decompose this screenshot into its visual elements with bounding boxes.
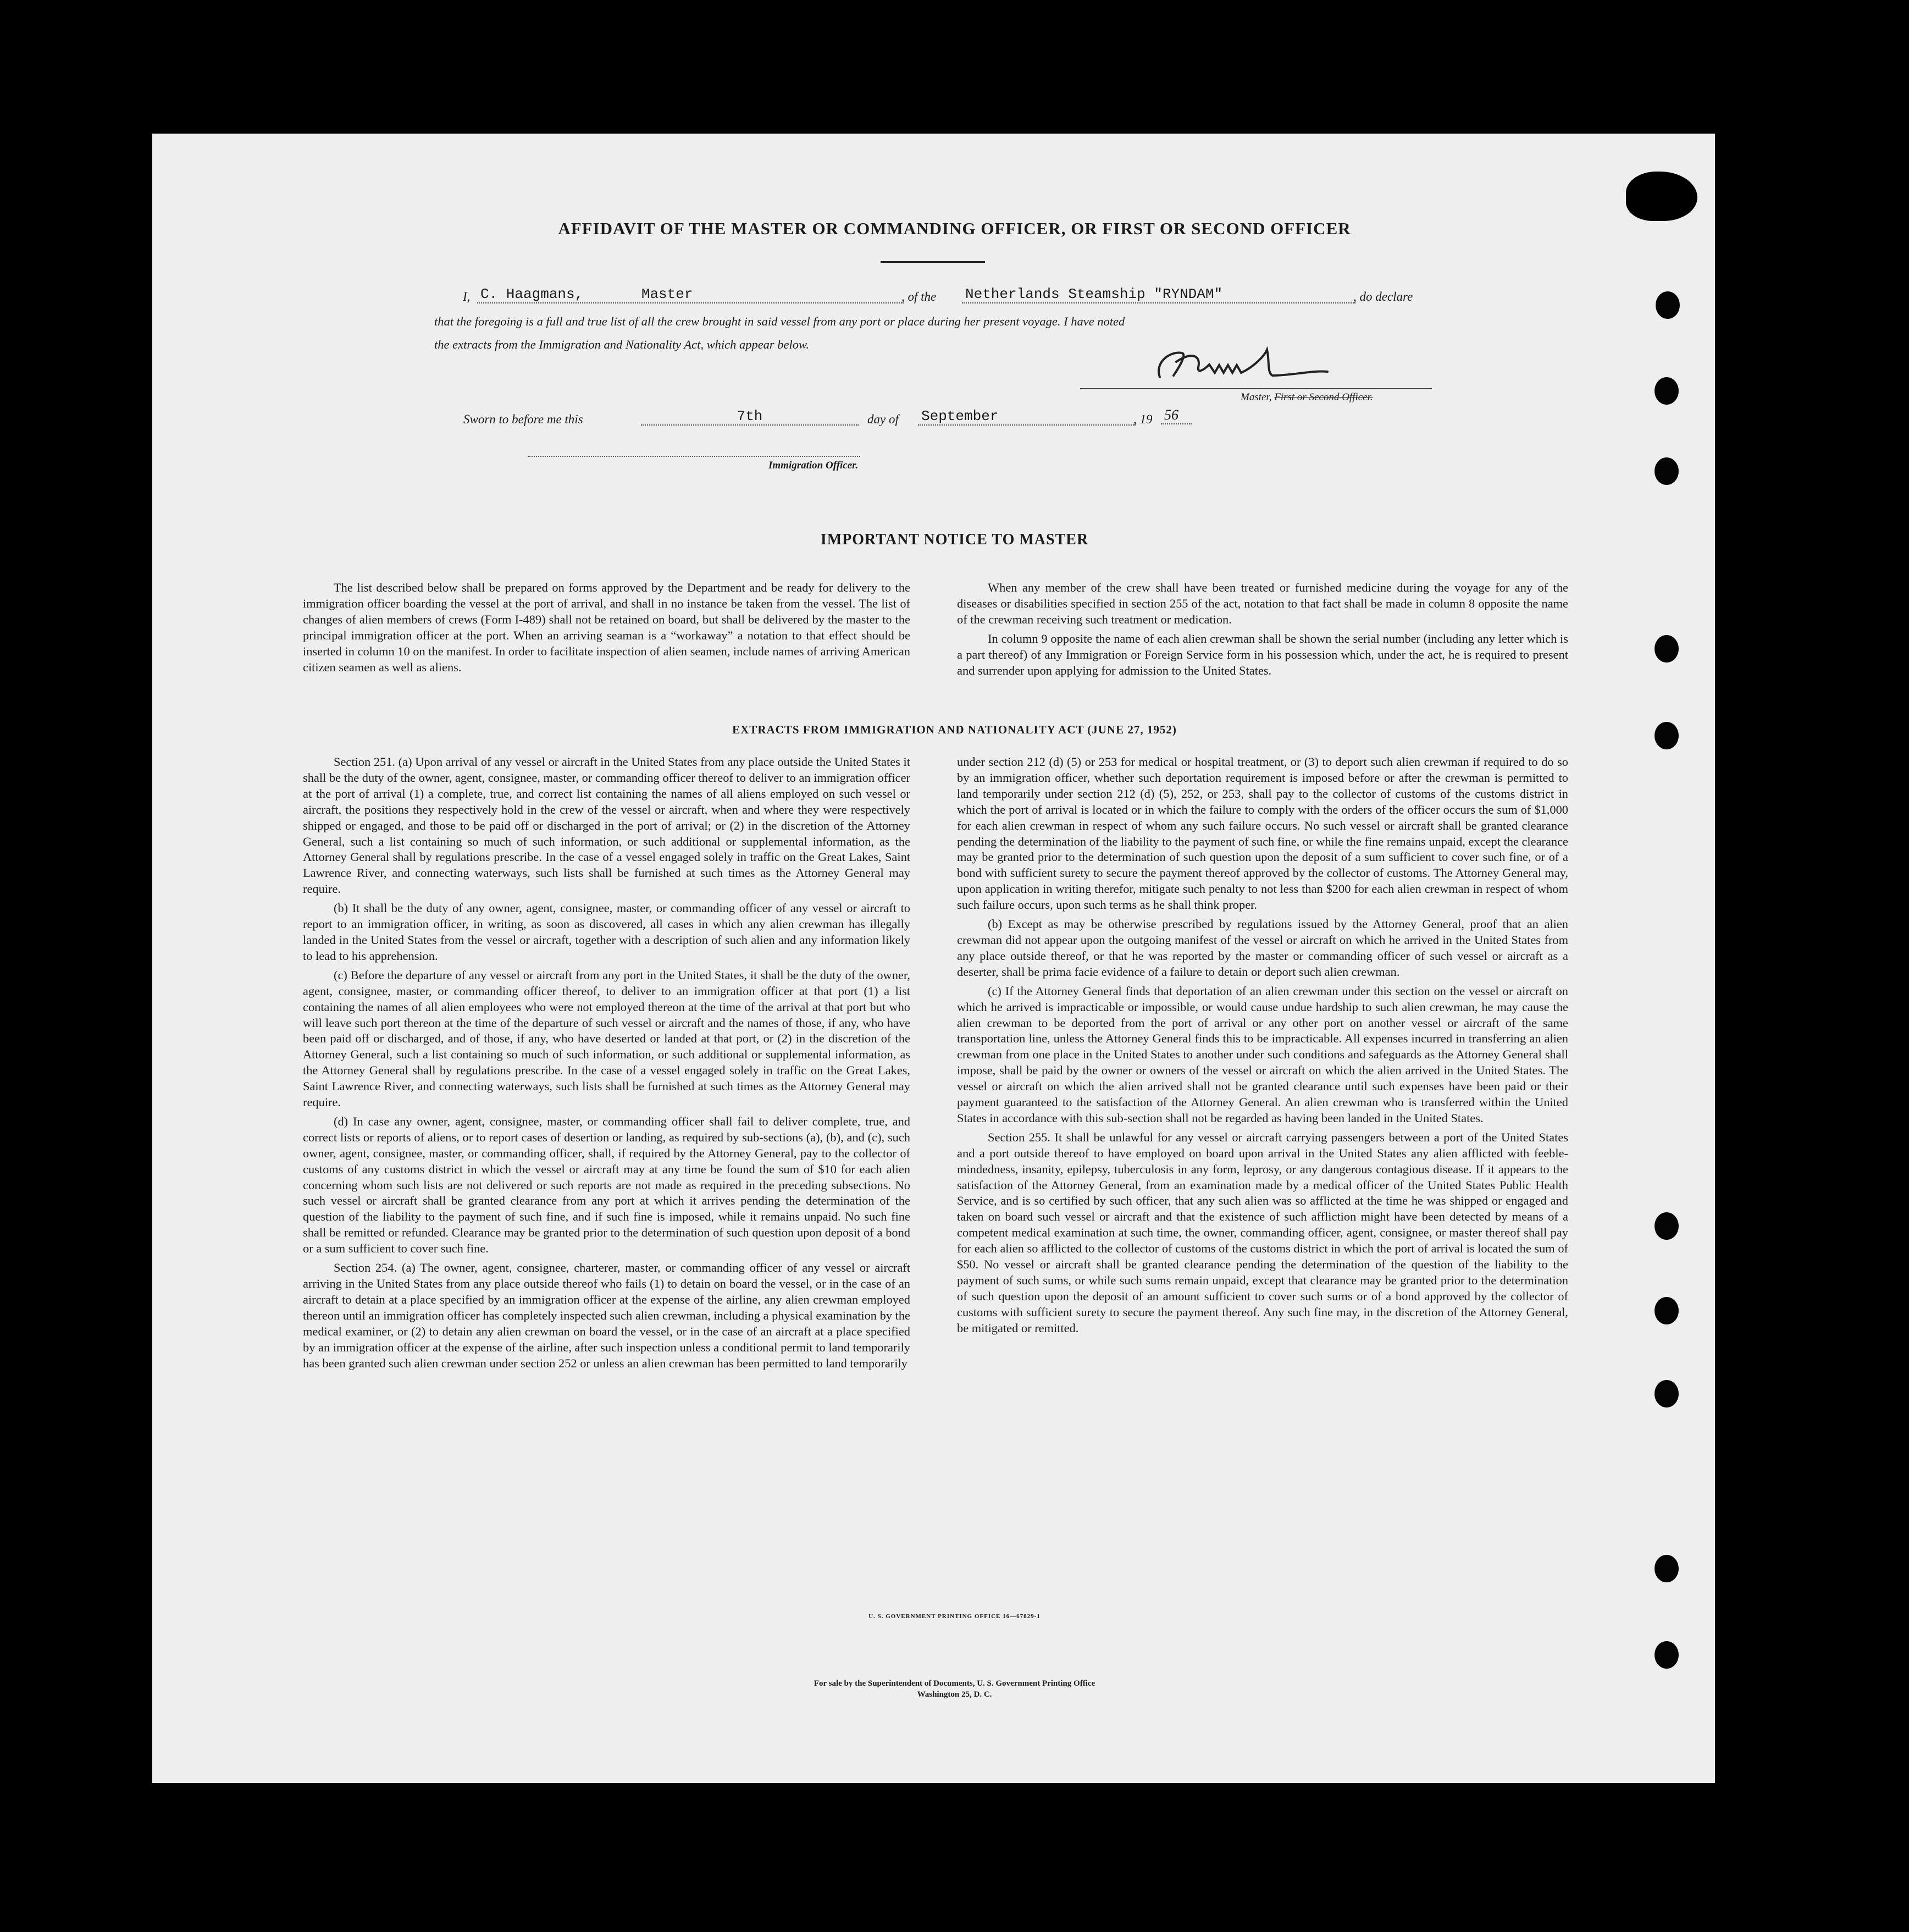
section-254-a-cont: under section 212 (d) (5) or 253 for medical or hospital treatment, or (3) to deport such alien crewman if required to do so by an immigration officer, whether such deportation requirement is imposed before or after the crewman is permitted to land temporarily under section 212 (d) (5), 252, or 253, shall pay to the collector of customs of the customs district in which the port of arrival is located or in which the failure to comply with the orders of the officer occurs the sum of $1,000 for each alien crewman in respect of whom any such failure occurs. No such vessel or aircraft shall be granted clearance pending the determination of the liability to the payment of such fine, or while the fine remains unpaid, except the clearance may be granted prior to the determination of such question upon the deposit of a sum sufficient to cover such fine, or of a bond with sufficient surety to secure the payment thereof approved by the collector of customs. The Attorney General may, upon application in writing therefor, mitigate such penalty to not less than $200 for each alien crewman in respect of whom such failure occurs, upon such terms as he shall think proper.	[957, 755, 1568, 912]
notice-left-paragraph: The list described below shall be prepared on forms approved by the Department and be ready for delivery to the immigration officer boarding the vessel at the port of arrival, and shall in no instance be taken from the vessel. The list of changes of alien members of crews (Form I-489) shall not be retained on board, but shall be delivered by the master to the principal immigration officer at the port. When an arriving seaman is a “workaway” a notation to that effect should be inserted in column 10 on the manifest. In order to facilitate inspection of alien seamen, include names of arriving American citizen seamen as well as aliens.	[303, 581, 910, 674]
master-signature	[1149, 345, 1330, 384]
ink-blot	[1626, 172, 1697, 221]
master-name-field[interactable]	[477, 286, 904, 303]
section-254-b: (b) Except as may be otherwise prescribed by regulations issued by the Attorney General, proof that an alien crewman did not appear upon the outgoing manifest of the vessel or aircraft on which he arrived in the United States from any place outside thereof, or that he was reported by the master or commanding officer of such vessel or aircraft as a deserter, shall be prima facie evidence of a failure to detain or deport such alien crewman.	[957, 917, 1568, 979]
punch-hole	[1655, 1555, 1679, 1582]
officer-signature-line	[528, 456, 860, 457]
affidavit-prefix: I,	[463, 290, 471, 303]
extracts-right-column	[957, 754, 1568, 1337]
notice-title: IMPORTANT NOTICE TO MASTER	[820, 531, 1089, 548]
notice-right-paragraph-1: When any member of the crew shall have been treated or furnished medicine during the voyage for any of the diseases or disabilities specified in section 255 of the act, notation to that fact shall be made in column 8 opposite the name of the crewman receiving such treatment or medication.	[957, 581, 1568, 626]
punch-hole	[1655, 1380, 1679, 1407]
section-255: Section 255. It shall be unlawful for any vessel or aircraft carrying passengers between a port of the United States and a port outside thereof to have employed on board upon arrival in the United States any alien afflicted with feeble-mindedness, insanity, epilepsy, tuberculosis in any form, leprosy, or any dangerous contagious disease. If it appears to the satisfaction of the Attorney General, from an examination made by a medical officer of the United States Public Health Service, and is so certified by such officer, that any such alien was so afflicted at the time he was shipped or engaged and taken on board such vessel or aircraft and that the existence of such affliction might have been detected by means of a competent medical examination at such time, the owner, commanding officer, agent, consignee, or master thereof shall pay for each alien so afflicted to the collector of customs of the customs district in which the port of arrival is located the sum of $50. No vessel or aircraft shall be granted clearance pending the determination of the question of the liability to the payment of such sums, or while such sums remain unpaid, except that clearance may be granted prior to the determination of such question upon the deposit of an amount sufficient to cover such sums or of a bond approved by the collector of customs with sufficient surety to secure the payment thereof. Any such fine may, in the discretion of the Attorney General, be mitigated or remitted.	[957, 1130, 1568, 1335]
punch-hole	[1656, 291, 1680, 319]
sworn-month-field[interactable]: September	[918, 408, 1136, 426]
gpo-imprint: U. S. GOVERNMENT PRINTING OFFICE 16—67829-1	[868, 1613, 1041, 1620]
punch-hole	[1655, 1212, 1679, 1240]
section-251-a: Section 251. (a) Upon arrival of any vessel or aircraft in the United States from any place outside the United States it shall be the duty of the owner, agent, consignee, master, or commanding officer thereof to deliver to an immigration officer at the port of arrival (1) a complete, true, and correct list containing the names of all aliens employed on such vessel or aircraft, the positions they respectively hold in the crew of the vessel or aircraft, when and where they were respectively shipped or engaged, and those to be paid off or discharged in the port of arrival; or (2) in the discretion of the Attorney General, such a list containing so much of such information, or such additional or supplemental information, as the Attorney General shall by regulations prescribe. In the case of a vessel engaged solely in traffic on the Great Lakes, Saint Lawrence River, and connecting waterways, such lists shall be furnished at such times as the Attorney General may require.	[303, 755, 910, 896]
punch-hole	[1655, 457, 1679, 485]
officer-label: Immigration Officer.	[768, 460, 859, 471]
extracts-left-column	[303, 754, 910, 1371]
affidavit-line-3: the extracts from the Immigration and Nationality Act, which appear below.	[434, 338, 810, 351]
section-251-c: (c) Before the departure of any vessel or aircraft from any port in the United States, it shall be the duty of the owner, agent, consignee, master, or commanding officer thereof, to deliver to an immigration officer at that port (1) a list containing the names of all alien employees who were not employed thereon at the time of the arrival at that port but who will leave such port thereon at the time of the departure of such vessel or aircraft and the names of those, if any, who have been paid off or discharged, and of those, if any, who have deserted or landed at that port, or (2) in the discretion of the Attorney General, such a list containing so much of such information, or such additional or supplemental information, as the Attorney General shall by regulations prescribe. In the case of a vessel engaged solely in traffic on the Great Lakes, Saint Lawrence River, and connecting waterways, such lists shall be furnished at such times as the Attorney General may require.	[303, 968, 910, 1109]
section-251-b: (b) It shall be the duty of any owner, agent, consignee, master, or commanding officer of any vessel or aircraft to report to an immigration officer, in writing, as soon as discovered, all cases in which any alien crewman has illegally landed in the United States from the vessel or aircraft, together with a description of such alien and any information likely to lead to his apprehension.	[303, 901, 910, 963]
notice-right-paragraph-2: In column 9 opposite the name of each alien crewman shall be shown the serial number (including any letter which is a part thereof) of any Immigration or Foreign Service form in his possession which, under the act, he is required to present and surrender upon applying for admission to the United States.	[957, 631, 1568, 677]
master-name: C. Haagmans,	[480, 286, 584, 302]
signature-label: Master, First or Second Officer.	[1241, 391, 1373, 403]
punch-hole	[1655, 377, 1679, 405]
sale-line-1: For sale by the Superintendent of Documents, U. S. Government Printing Office	[814, 1679, 1095, 1688]
do-declare-label: , do declare	[1353, 290, 1413, 303]
affidavit-title: AFFIDAVIT OF THE MASTER OR COMMANDING OFFICER, OR FIRST OR SECOND OFFICER	[558, 219, 1351, 238]
signature-line	[1080, 388, 1432, 389]
vessel-name-field[interactable]: Netherlands Steamship "RYNDAM"	[962, 286, 1355, 303]
section-254-c: (c) If the Attorney General finds that deportation of an alien crewman under this section on the vessel or aircraft on which he arrived is impracticable or impossible, or would cause undue hardship to such alien crewman, he may cause the alien crewman to be deported from the port of arrival or any other port on another vessel or aircraft of the same transportation line, unless the Attorney General finds this to be impracticable. All expenses incurred in transferring an alien crewman from one place in the United States to another under such conditions and safeguards as the Attorney General shall impose, shall be paid by the owner or owners of the vessel or aircraft on which the alien arrived in the United States. The vessel or aircraft on which the alien arrived shall not be granted clearance until such expenses have been paid or their payment guaranteed to the satisfaction of the Attorney General. An alien crewman who is transferred within the United States in accordance with this sub-section shall not be regarded as having been landed in the United States.	[957, 984, 1568, 1125]
punch-hole	[1655, 1297, 1679, 1324]
sworn-year-field[interactable]: 56	[1161, 407, 1192, 424]
sworn-label: Sworn to before me this	[463, 412, 583, 426]
affidavit-line-2: that the foregoing is a full and true list of all the crew brought in said vessel from any port or place during her present voyage. I have noted	[434, 314, 1125, 328]
notice-left-column	[303, 580, 910, 675]
extracts-title: EXTRACTS FROM IMMIGRATION AND NATIONALITY ACT (JUNE 27, 1952)	[732, 723, 1177, 736]
sworn-day-field[interactable]: 7th	[641, 408, 859, 426]
section-251-d: (d) In case any owner, agent, consignee, master, or commanding officer shall fail to deliver complete, true, and correct lists or reports of aliens, or to report cases of desertion or landing, as required by sub-sections (a), (b), and (c), such owner, agent, consignee, master, or commanding officer, shall, if required by the Attorney General, pay to the collector of customs of any customs district in which the vessel or aircraft may at any time be found the sum of $10 for each alien concerning whom such lists are not delivered or such reports are not made as required in the preceding subsections. No such vessel or aircraft shall be granted clearance from any port at which it arrives pending the determination of the question of the liability to the payment of such fine, and if such fine is imposed, while it remains unpaid. No such fine shall be remitted or refunded. Clearance may be granted prior to the determination of such question upon deposit of a bond or a sum sufficient to cover such fine.	[303, 1114, 910, 1256]
year-prefix-label: , 19	[1133, 412, 1153, 426]
of-the-label: , of the	[901, 290, 937, 303]
master-rank: Master	[641, 286, 693, 302]
punch-hole	[1655, 635, 1679, 663]
day-of-label: day of	[867, 412, 899, 426]
punch-hole	[1655, 1641, 1679, 1669]
section-254-a: Section 254. (a) The owner, agent, consignee, charterer, master, or commanding officer of any vessel or aircraft arriving in the United States from any place outside thereof who fails (1) to detain on board the vessel, or in the case of an aircraft to detain at a place specified by an immigration officer at the expense of the airline, any alien crewman employed thereon until an immigration officer has completely inspected such alien crewman, including a physical examination by the medical examiner, or (2) to detain any alien crewman on board the vessel, or in the case of an aircraft at a place specified by an immigration officer at the expense of the airline, after such inspection unless a conditional permit to land temporarily has been granted such alien crewman under section 252 or unless an alien crewman has been permitted to land temporarily	[303, 1261, 910, 1370]
title-rule	[881, 261, 985, 263]
notice-right-column	[957, 580, 1568, 678]
sale-line-2: Washington 25, D. C.	[917, 1690, 992, 1699]
